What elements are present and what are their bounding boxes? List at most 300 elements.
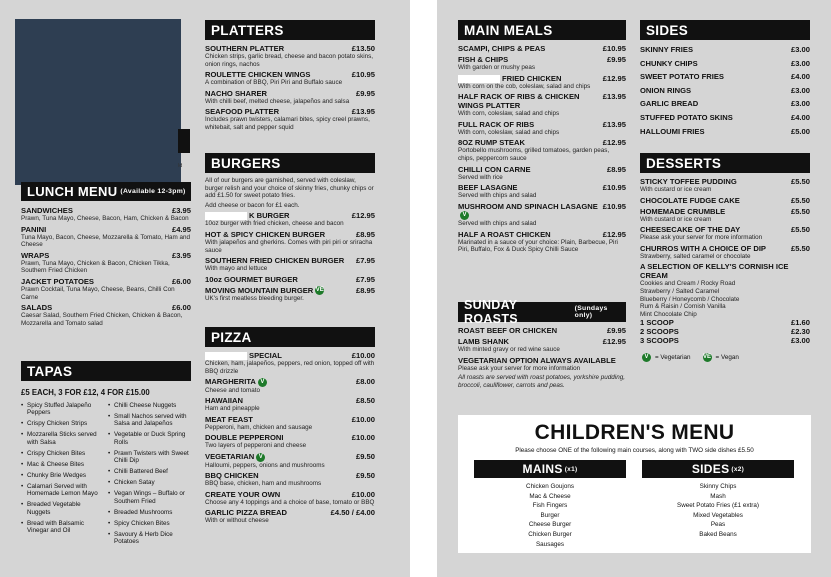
kids-menu [458, 415, 811, 553]
redaction-mask [205, 352, 247, 360]
menu-item-name [640, 177, 737, 186]
menu-item-row [458, 183, 626, 192]
menu-item-name [458, 120, 534, 129]
menu-item-price: £12.95 [602, 229, 626, 239]
menu-item-desc: Tuna Mayo, Bacon, Cheese, Mozzarella & Tomato, Ham and Cheese [21, 233, 191, 249]
menu-item-row [205, 396, 375, 405]
menu-item-price: £5.50 [790, 177, 810, 186]
menu-item-price: £12.95 [602, 337, 626, 346]
menu-item [205, 351, 375, 375]
menu-item [205, 70, 375, 87]
menu-item-desc: Caesar Salad, Southern Fried Chicken, Chicken & Bacon, Mozzarella and Tomato salad [21, 312, 183, 327]
list-item: • Prawn Twisters with Sweet Chilli Dip [108, 450, 191, 465]
list-item: • Chilli Cheese Nuggets [108, 402, 191, 409]
menu-item-name-text: SANDWICHES [21, 206, 73, 215]
menu-item-name-text: GARLIC BREAD [640, 99, 699, 109]
menu-item-row [458, 120, 626, 129]
menu-item-price: £7.95 [355, 274, 375, 284]
menu-item-desc: Served with chips and salad [458, 220, 537, 228]
menu-item-name [458, 74, 562, 83]
menu-item-name [458, 55, 508, 64]
list-item: Cheese Burger [528, 521, 572, 529]
kids-mains-note: (x1) [564, 465, 578, 473]
kids-mains [474, 460, 626, 549]
menu-item-name [640, 244, 766, 253]
list-item: • Spicy Stuffed Jalapeño Peppers [21, 402, 104, 417]
menu-item-desc: With custard or ice cream [640, 215, 712, 223]
menu-item-price: £7.95 [355, 256, 375, 266]
vegan-icon: VE [315, 287, 324, 294]
scoop-label: 2 SCOOPS [640, 327, 679, 337]
vegan-label: = Vegan [715, 354, 739, 362]
menu-item-name-text: SPECIAL [249, 351, 282, 360]
platters-list [205, 44, 375, 132]
menu-item [458, 55, 626, 72]
menu-item [205, 433, 375, 450]
menu-item-desc: Prawn, Tuna Mayo, Cheese, Bacon, Ham, Chicken & Bacon [21, 215, 189, 222]
scoop-row [640, 327, 810, 336]
menu-item [458, 120, 626, 137]
menu-item-price: £10.00 [351, 414, 375, 424]
menu-item-price: £3.00 [790, 85, 810, 95]
menu-item-name-text: 10oz GOURMET BURGER [205, 274, 298, 284]
menu-item-name-text: K BURGER [249, 211, 290, 221]
menu-item-desc: Prawn Cocktail, Tuna Mayo, Cheese, Beans, Chilli Con Carne [21, 285, 175, 301]
menu-item [458, 326, 626, 335]
menu-item-name-text: WRAPS [21, 250, 50, 260]
menu-item-name [640, 225, 740, 234]
menu-item-price: £3.95 [171, 206, 191, 215]
menu-item-name [205, 452, 265, 462]
menu-item-row [21, 251, 191, 260]
menu-item-price: £10.95 [602, 201, 626, 211]
menu-item [458, 44, 626, 53]
menu-item-price: £5.50 [790, 195, 810, 205]
scoop-price: £3.00 [790, 336, 810, 346]
menu-item-price: £4.00 [790, 72, 810, 82]
menu-item-row [458, 92, 626, 110]
menu-item-name [640, 207, 725, 216]
list-item: • Small Nachos served with Salsa and Jalapeños [108, 413, 191, 428]
menu-item-row [458, 74, 626, 83]
menu-item-desc: With garden or mushy peas [458, 64, 535, 71]
menu-item-row [205, 256, 375, 265]
menu-item-name [640, 86, 691, 95]
list-item: • Bread with Balsamic Vinegar and Oil [21, 520, 104, 535]
menu-item-desc: With corn on the cob, coleslaw, salad and chips [458, 82, 591, 90]
menu-item-desc: Pepperoni, ham, chicken and sausage [205, 423, 313, 431]
menu-item [640, 177, 810, 194]
menu-item-row [458, 138, 626, 147]
menu-item-row [640, 177, 810, 186]
menu-item-price: £13.95 [351, 107, 375, 117]
list-item: Sausages [535, 540, 564, 548]
menu-item [640, 45, 810, 54]
menu-item-row [205, 286, 375, 296]
menu-item [205, 396, 375, 413]
menu-item-name [205, 230, 325, 239]
lunch-title: LUNCH MENU [27, 184, 118, 199]
menu-item-row [205, 490, 375, 499]
tapas-header: TAPAS [21, 361, 191, 381]
menu-item-row [640, 59, 810, 68]
menu-item-name [21, 277, 94, 286]
menu-item-name [640, 45, 693, 54]
menu-item [458, 337, 626, 354]
menu-item-price: £3.00 [790, 58, 810, 68]
menu-item [458, 202, 626, 228]
menu-item-price: £9.95 [606, 326, 626, 335]
menu-item-name-text: HALF A ROAST CHICKEN [458, 229, 551, 239]
menu-item-row [205, 44, 375, 53]
menu-item [205, 275, 375, 284]
menu-item-name [205, 471, 259, 480]
menu-item-name [640, 113, 733, 122]
menu-item [205, 490, 375, 507]
menu-item-name-text: CHEESECAKE OF THE DAY [640, 225, 741, 235]
list-item: Baked Beans [699, 530, 737, 538]
menu-item-price: £10.00 [351, 433, 375, 443]
menu-item [458, 165, 626, 182]
menu-item-name-text: HALLOUMI FRIES [640, 126, 705, 136]
menu-item-name-text: CHOCOLATE FUDGE CAKE [640, 195, 740, 205]
menu-item-price: £9.95 [606, 55, 626, 64]
menu-item-price: £8.50 [355, 396, 375, 406]
icecream-scoops [640, 318, 810, 345]
menu-item-name [458, 337, 509, 346]
menu-item-desc: With corn, coleslaw, salad and chips [458, 110, 560, 118]
menu-item-name [205, 275, 298, 284]
roasts-footnote: All roasts are served with roast potatoes, yorkshire pudding, broccoli, cauliflower, carrots and peas. [458, 374, 625, 389]
menu-item-name [205, 433, 283, 442]
menu-item [205, 44, 375, 68]
menu-item-name [205, 44, 284, 53]
menu-item-name-text: VEGETARIAN OPTION ALWAYS AVAILABLE [458, 355, 616, 365]
menu-item-row [205, 508, 375, 517]
menu-item-name-text: CHILLI CON CARNE [458, 164, 531, 174]
menu-item-name-text: CHURROS WITH A CHOICE OF DIP [640, 243, 766, 253]
menu-item-name [458, 44, 545, 53]
menu-item-row [21, 303, 191, 312]
menu-item-desc: Includes prawn twisters, calamari bites, spicy creel prawns, whitebait, salt and pepper squid [205, 116, 370, 131]
menu-item-name-text: STUFFED POTATO SKINS [640, 112, 733, 122]
list-item: Sweet Potato Fries (£1 extra) [677, 502, 759, 510]
menu-item-desc: UK's first meatless bleeding burger. [205, 295, 304, 303]
menu-item-name-text: SALADS [21, 303, 53, 313]
menu-item-row [205, 70, 375, 79]
side-text: ld [178, 163, 183, 169]
menu-item-row [458, 326, 626, 335]
scoop-label: 3 SCOOPS [640, 336, 679, 346]
menu-item-row [205, 211, 375, 220]
menu-item-name [205, 415, 253, 424]
menu-item-row [458, 165, 626, 174]
menu-item-desc: With jalapeños and gherkins. Comes with piri piri or sriracha sauce [205, 238, 373, 254]
menu-item-name [205, 351, 282, 360]
platters-section [205, 20, 375, 132]
menu-item [640, 72, 810, 81]
menu-item-name-text: ROAST BEEF OR CHICKEN [458, 326, 558, 335]
menu-item-name-text: MARGHERITA [205, 377, 256, 387]
menu-item-name [205, 508, 287, 517]
menu-item [458, 74, 626, 91]
menu-item-name-text: JACKET POTATOES [21, 276, 94, 286]
menu-item [21, 251, 191, 275]
menu-item [21, 277, 191, 301]
menu-item [458, 356, 626, 373]
kids-sides-note: (x2) [731, 465, 745, 473]
menu-item-name [205, 377, 267, 387]
kids-mains-header [474, 460, 626, 478]
menu-item-desc: Please ask your server for more information [640, 234, 763, 242]
menu-item-row [21, 225, 191, 234]
menu-item-name [205, 211, 290, 220]
menu-item [205, 286, 375, 303]
menu-item [205, 211, 375, 228]
menu-item-row [640, 86, 810, 95]
menu-item-desc: With minted gravy or red wine sauce [458, 346, 560, 353]
menu-item-desc: Prawn, Tuna Mayo, Chicken & Bacon, Chicken Tikka, Southern Fried Chicken [21, 259, 170, 275]
tapas-section [21, 361, 191, 549]
menu-item [640, 113, 810, 122]
menu-item-row [640, 45, 810, 54]
mains-section [458, 20, 626, 254]
menu-item [21, 303, 191, 327]
desserts-header: DESSERTS [640, 153, 810, 173]
menu-item-price: £3.00 [790, 99, 810, 109]
menu-item-name [205, 70, 310, 79]
list-item: • Crispy Chicken Bites [21, 450, 104, 457]
menu-item-price: £10.00 [351, 489, 375, 499]
menu-item-name [458, 356, 616, 365]
burgers-intro: All of our burgers are garnished, served with coleslaw, burger relish and your choice of skinny fries, chunky chips or add £1.50 for sweet potato fries. [205, 177, 374, 200]
menu-item-name-text: CHUNKY CHIPS [640, 58, 698, 68]
menu-item-name-text: HAWAIIAN [205, 396, 243, 406]
menu-item-name [458, 165, 531, 174]
menu-item-price: £6.00 [171, 276, 191, 286]
list-item: Mac & Cheese [529, 492, 571, 500]
menu-item-row [205, 452, 375, 462]
menu-item-name-text: GARLIC PIZZA BREAD [205, 508, 287, 518]
roasts-header [458, 298, 626, 326]
list-item: Blueberry / Honeycomb / Chocolate [640, 295, 740, 303]
menu-item-desc: Marinated in a sauce of your choice: Plain, Barbecue, Piri Piri, Buffalo, Fox & Duck Spicy Chilli Sauce [458, 238, 618, 254]
menu-item-row [458, 55, 626, 64]
sides-section [640, 20, 810, 136]
desserts-list [640, 177, 810, 260]
mains-header: MAIN MEALS [458, 20, 626, 40]
menu-item-name-text: SWEET POTATO FRIES [640, 72, 724, 82]
menu-item-row [458, 230, 626, 239]
menu-item [205, 89, 375, 106]
list-item: • Breaded Mushrooms [108, 509, 191, 516]
burgers-addon: Add cheese or bacon for £1 each. [205, 201, 300, 209]
tapas-col-1 [21, 402, 104, 549]
kids-sides-title: SIDES [691, 462, 730, 476]
menu-item-desc: With chilli beef, melted cheese, jalapeños and salsa [205, 97, 350, 105]
menu-item-price: £10.00 [351, 351, 375, 360]
menu-item-name-text: HOT & SPICY CHICKEN BURGER [205, 229, 326, 239]
menu-item-desc: Served with chips and salad [458, 192, 537, 200]
scoop-price: £1.60 [790, 318, 810, 328]
menu-item [640, 86, 810, 95]
menu-item [205, 230, 375, 254]
menu-item-name-text: SCAMPI, CHIPS & PEAS [458, 44, 546, 53]
menu-item-row [458, 202, 626, 221]
menu-item [640, 59, 810, 68]
menu-item-name [21, 206, 73, 215]
list-item: Mint Chocolate Chip [640, 310, 697, 318]
menu-item-name-text: ROULETTE CHICKEN WINGS [205, 70, 311, 80]
list-item: • Breaded Vegetable Nuggets [21, 501, 104, 516]
menu-item-price: £8.00 [355, 377, 375, 387]
list-item: Mash [710, 492, 726, 500]
menu-item [205, 471, 375, 488]
menu-item-desc: With corn, coleslaw, salad and chips [458, 128, 560, 136]
menu-item-row [205, 275, 375, 284]
menu-item-name [21, 303, 52, 312]
dark-strip [178, 129, 190, 153]
menu-item-row [205, 377, 375, 387]
menu-item-row [640, 244, 810, 253]
menu-item-name [640, 99, 698, 108]
menu-item [640, 244, 810, 261]
menu-item-price: £5.50 [790, 225, 810, 235]
kids-mains-title: MAINS [522, 462, 563, 476]
menu-item-name-text: HALF RACK OF RIBS & CHICKEN WINGS PLATTER [458, 92, 580, 111]
menu-item-price: £8.95 [355, 285, 375, 295]
list-item: • Vegetable or Duck Spring Rolls [108, 431, 191, 446]
scoop-price: £2.30 [790, 327, 810, 337]
menu-item-name [640, 127, 705, 136]
menu-item-name [205, 490, 280, 499]
pizza-section [205, 327, 375, 525]
roasts-title: SUNDAY ROASTS [464, 298, 518, 326]
kids-sides-header [642, 460, 794, 478]
menu-item [21, 225, 191, 249]
diet-legend [640, 353, 810, 362]
menu-item [205, 508, 375, 525]
menu-item-name [205, 396, 243, 405]
menu-item-name-text: BBQ CHICKEN [205, 471, 259, 481]
menu-item-row [205, 107, 375, 116]
burgers-list [205, 211, 375, 302]
menu-item-row [640, 207, 810, 216]
menu-item-price: £4.95 [171, 224, 191, 234]
menu-item [458, 138, 626, 162]
right-page [437, 0, 831, 577]
mains-list [458, 44, 626, 254]
menu-item-desc: 10oz burger with fried chicken, cheese and bacon [205, 220, 344, 228]
menu-item-name-text: LAMB SHANK [458, 337, 510, 346]
kids-mains-list [474, 482, 626, 549]
menu-item-price: £9.50 [355, 471, 375, 481]
menu-item-row [458, 337, 626, 346]
menu-item-name-text: FISH & CHIPS [458, 55, 509, 64]
lunch-header [21, 182, 191, 201]
menu-item-name [640, 196, 740, 205]
list-item: Strawberry / Salted Caramel [640, 287, 720, 295]
menu-item-row [205, 351, 375, 360]
menu-item-price: £4.00 [790, 112, 810, 122]
menu-item-row [640, 99, 810, 108]
roasts-section [458, 298, 626, 389]
menu-item-price: £13.50 [351, 44, 375, 53]
lunch-note: (Available 12-3pm) [120, 188, 186, 195]
menu-item-price: £13.95 [602, 119, 626, 129]
menu-item-row [205, 89, 375, 98]
menu-item-name-text: SOUTHERN PLATTER [205, 44, 285, 53]
menu-item-price: £12.95 [602, 73, 626, 83]
burgers-section [205, 153, 375, 303]
tapas-col-2 [108, 402, 191, 549]
menu-item-price: £5.50 [790, 206, 810, 216]
menu-item-desc: Ham and pineapple [205, 405, 260, 413]
list-item: • Chilli Battered Beef [108, 468, 191, 475]
menu-item-name [458, 138, 525, 147]
menu-item [458, 92, 626, 118]
list-item: Burger [540, 511, 560, 519]
tapas-columns [21, 402, 191, 549]
redaction-mask [458, 75, 500, 83]
platters-header: PLATTERS [205, 20, 375, 40]
menu-item-row [458, 356, 626, 365]
vegan-icon: VE [703, 354, 712, 361]
menu-item-name [205, 286, 324, 296]
menu-item-row [640, 113, 810, 122]
menu-item-row [640, 196, 810, 205]
menu-item-name-text: SOUTHERN FRIED CHICKEN BURGER [205, 256, 345, 266]
left-page [0, 0, 410, 577]
menu-item-name-text: VEGETARIAN [205, 452, 255, 462]
list-item: • Calamari Served with Homemade Lemon Mayo [21, 483, 104, 498]
menu-item-price: £3.00 [790, 45, 810, 54]
menu-item-desc: Served with rice [458, 173, 503, 181]
kids-title: CHILDREN'S MENU [534, 421, 735, 444]
menu-item-row [205, 230, 375, 239]
kids-sides [642, 460, 794, 540]
menu-item-price: £6.00 [171, 303, 191, 313]
menu-item-price: £3.95 [171, 250, 191, 260]
menu-item-price: £5.50 [790, 243, 810, 253]
sides-list [640, 45, 810, 136]
pizza-header: PIZZA [205, 327, 375, 347]
menu-item [640, 196, 810, 205]
menu-item-name-text: DOUBLE PEPPERONI [205, 433, 284, 443]
list-item: • Vegan Wings – Buffalo or Southern Fried [108, 490, 191, 505]
menu-item-name-text: HOMEMADE CRUMBLE [640, 206, 726, 216]
menu-item-price: £5.00 [790, 126, 810, 136]
menu-item-row [458, 44, 626, 53]
menu-item-name [640, 59, 698, 68]
menu-item [205, 452, 375, 469]
vegetarian-icon: V [460, 211, 469, 220]
tapas-offer: £5 EACH, 3 FOR £12, 4 FOR £15.00 [21, 388, 150, 397]
icecream-flavours [640, 280, 810, 318]
menu-item [458, 230, 626, 254]
list-item: Cookies and Cream / Rocky Road [640, 280, 736, 288]
menu-item-name-text: SEAFOOD PLATTER [205, 107, 280, 117]
menu-item-name [458, 326, 557, 335]
menu-item-desc: Choose any 4 toppings and a choice of base, tomato or BBQ [205, 498, 375, 506]
menu-item-desc: Portobello mushrooms, grilled tomatoes, garden peas, chips, peppercorn sauce [458, 147, 610, 162]
hero-photo [15, 19, 181, 185]
roasts-note: (Sundays only) [574, 305, 608, 319]
menu-item [21, 206, 191, 223]
menu-item-name [458, 202, 603, 221]
menu-item-price: £4.50 / £4.00 [330, 508, 375, 518]
menu-item [205, 415, 375, 432]
